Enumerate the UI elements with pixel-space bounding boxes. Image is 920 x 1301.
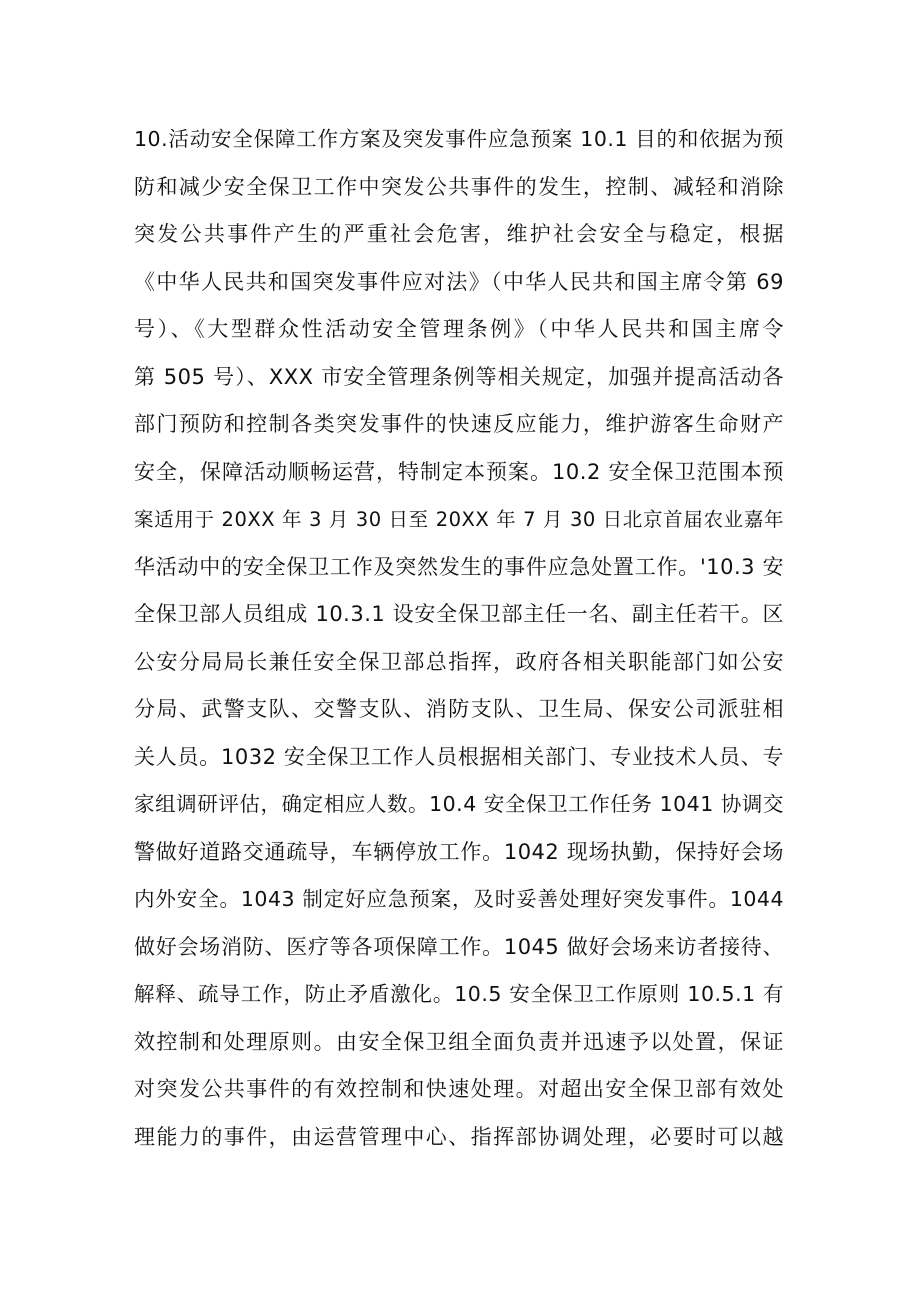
text-line: 做好会场消防、医疗等各项保障工作。1045 做好会场来访者接待、 — [134, 934, 784, 959]
text-line: 内外安全。1043 制定好应急预案，及时妥善处理好突发事件。1044 — [134, 887, 784, 911]
text-line: 关人员。1032 安全保卫工作人员根据相关部门、专业技术人员、专 — [134, 744, 784, 769]
text-line: 家组调研评估，确定相应人数。10.4 安全保卫工作任务 1041 协调交 — [134, 792, 784, 816]
text-line: 部门预防和控制各类突发事件的快速反应能力，维护游客生命财产 — [134, 412, 784, 436]
text-line: 理能力的事件，由运营管理中心、指挥部协调处理，必要时可以越 — [134, 1124, 784, 1149]
text-line: 全保卫部人员组成 10.3.1 设安全保卫部主任一名、副主任若干。区 — [134, 602, 784, 626]
text-line: 对突发公共事件的有效控制和快速处理。对超出安全保卫部有效处 — [134, 1077, 784, 1101]
text-line: 效控制和处理原则。由安全保卫组全面负责并迅速予以处置，保证 — [134, 1029, 784, 1054]
text-line: 警做好道路交通疏导，车辆停放工作。1042 现场执勤，保持好会场 — [134, 839, 784, 864]
text-line: 10.活动安全保障工作方案及突发事件应急预案 10.1 目的和依据为预 — [134, 127, 784, 151]
text-line: 案适用于 20XX 年 3 月 30 日至 20XX 年 7 月 30 日北京首届农业嘉年 — [134, 508, 784, 531]
text-line: 公安分局局长兼任安全保卫部总指挥，政府各相关职能部门如公安 — [134, 649, 784, 674]
text-line: 华活动中的安全保卫工作及突然发生的事件应急处置工作。'10.3 安 — [134, 554, 784, 579]
body-text — [134, 116, 784, 1161]
text-line: 突发公共事件产生的严重社会危害，维护社会安全与稳定，根据 — [134, 222, 784, 246]
text-line: 解释、疏导工作，防止矛盾激化。10.5 安全保卫工作原则 10.5.1 有 — [134, 982, 784, 1006]
text-line: 分局、武警支队、交警支队、消防支队、卫生局、保安公司派驻相 — [134, 697, 784, 721]
text-line: 安全，保障活动顺畅运营，特制定本预案。10.2 安全保卫范围本预 — [134, 459, 784, 484]
text-line: 防和减少安全保卫工作中突发公共事件的发生，控制、减轻和消除 — [134, 174, 784, 199]
text-line: 第 505 号）、XXX 市安全管理条例等相关规定，加强并提高活动各 — [134, 364, 784, 389]
text-line: 《中华人民共和国突发事件应对法》（中华人民共和国主席令第 69 — [134, 269, 784, 294]
text-line: 号）、《大型群众性活动安全管理条例》（中华人民共和国主席令 — [134, 317, 784, 341]
